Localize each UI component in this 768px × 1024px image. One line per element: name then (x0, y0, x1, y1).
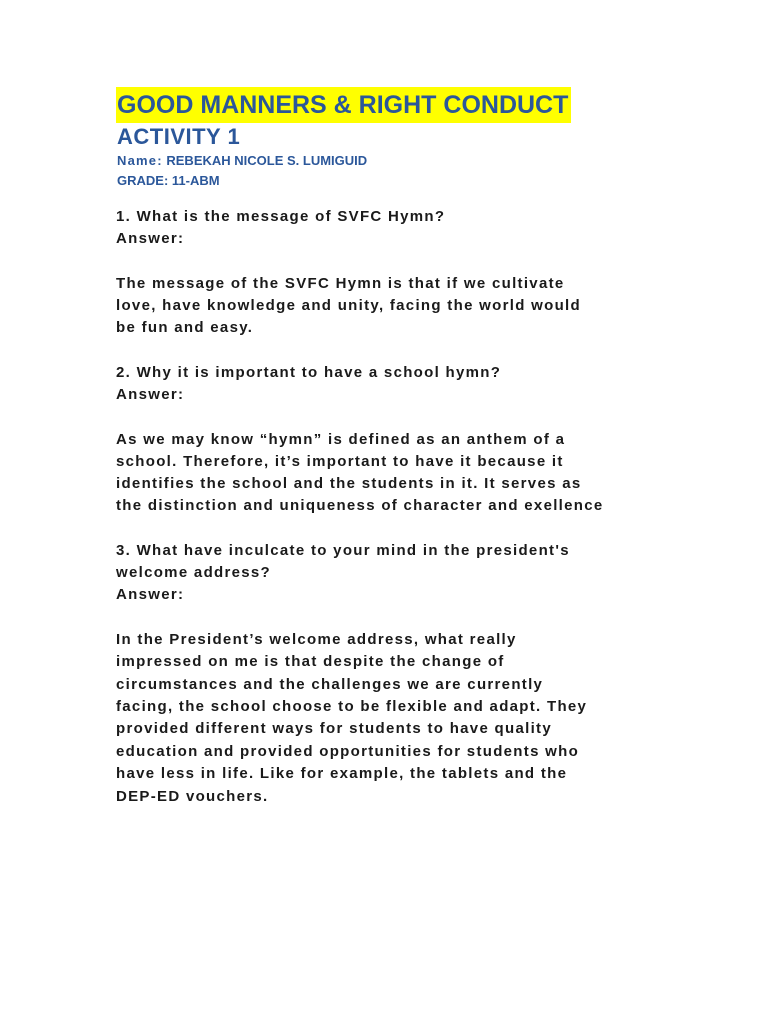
document-title-text: GOOD MANNERS & RIGHT CONDUCT (117, 91, 569, 119)
activity-heading: ACTIVITY 1 (117, 124, 241, 149)
answer-3-line: circumstances and the challenges we are currently (116, 676, 544, 693)
question-1: 1. What is the message of SVFC Hymn? (116, 208, 446, 225)
document-title (116, 87, 571, 123)
answer-3-line: In the President’s welcome address, what really (116, 631, 517, 648)
student-name-line (117, 152, 367, 170)
question-2: 2. Why it is important to have a school hymn? (116, 364, 502, 381)
answer-3-line: facing, the school choose to be flexible and adapt. They (116, 698, 588, 715)
answer-3-line: have less in life. Like for example, the tablets and the (116, 765, 568, 782)
answer-label-1: Answer: (116, 230, 185, 247)
name-label: Name: (117, 153, 163, 168)
answer-1-line: love, have knowledge and unity, facing the world would (116, 297, 581, 314)
question-3: 3. What have inculcate to your mind in the president's (116, 542, 570, 559)
answer-2-line: the distinction and uniqueness of character and exellence (116, 497, 604, 514)
answer-3-line: impressed on me is that despite the change of (116, 653, 505, 670)
grade-value: 11-ABM (171, 173, 220, 188)
answer-label-3: Answer: (116, 586, 185, 603)
answer-1-line: The message of the SVFC Hymn is that if we cultivate (116, 275, 565, 292)
answer-2-line: As we may know “hymn” is defined as an anthem of a (116, 431, 566, 448)
answer-3-line: education and provided opportunities for students who (116, 743, 580, 760)
answer-3-line: DEP-ED vouchers. (116, 788, 269, 805)
answer-2-line: identifies the school and the students in it. It serves as (116, 475, 582, 492)
name-value: REBEKAH NICOLE S. LUMIGUID (166, 153, 368, 168)
answer-3-line: provided different ways for students to have quality (116, 720, 552, 737)
grade-line (117, 172, 220, 190)
grade-label: GRADE: (117, 173, 169, 188)
question-3-continued: welcome address? (116, 564, 272, 581)
answer-label-2: Answer: (116, 386, 185, 403)
answer-2-line: school. Therefore, it’s important to have it because it (116, 453, 564, 470)
answer-1-line: be fun and easy. (116, 319, 254, 336)
